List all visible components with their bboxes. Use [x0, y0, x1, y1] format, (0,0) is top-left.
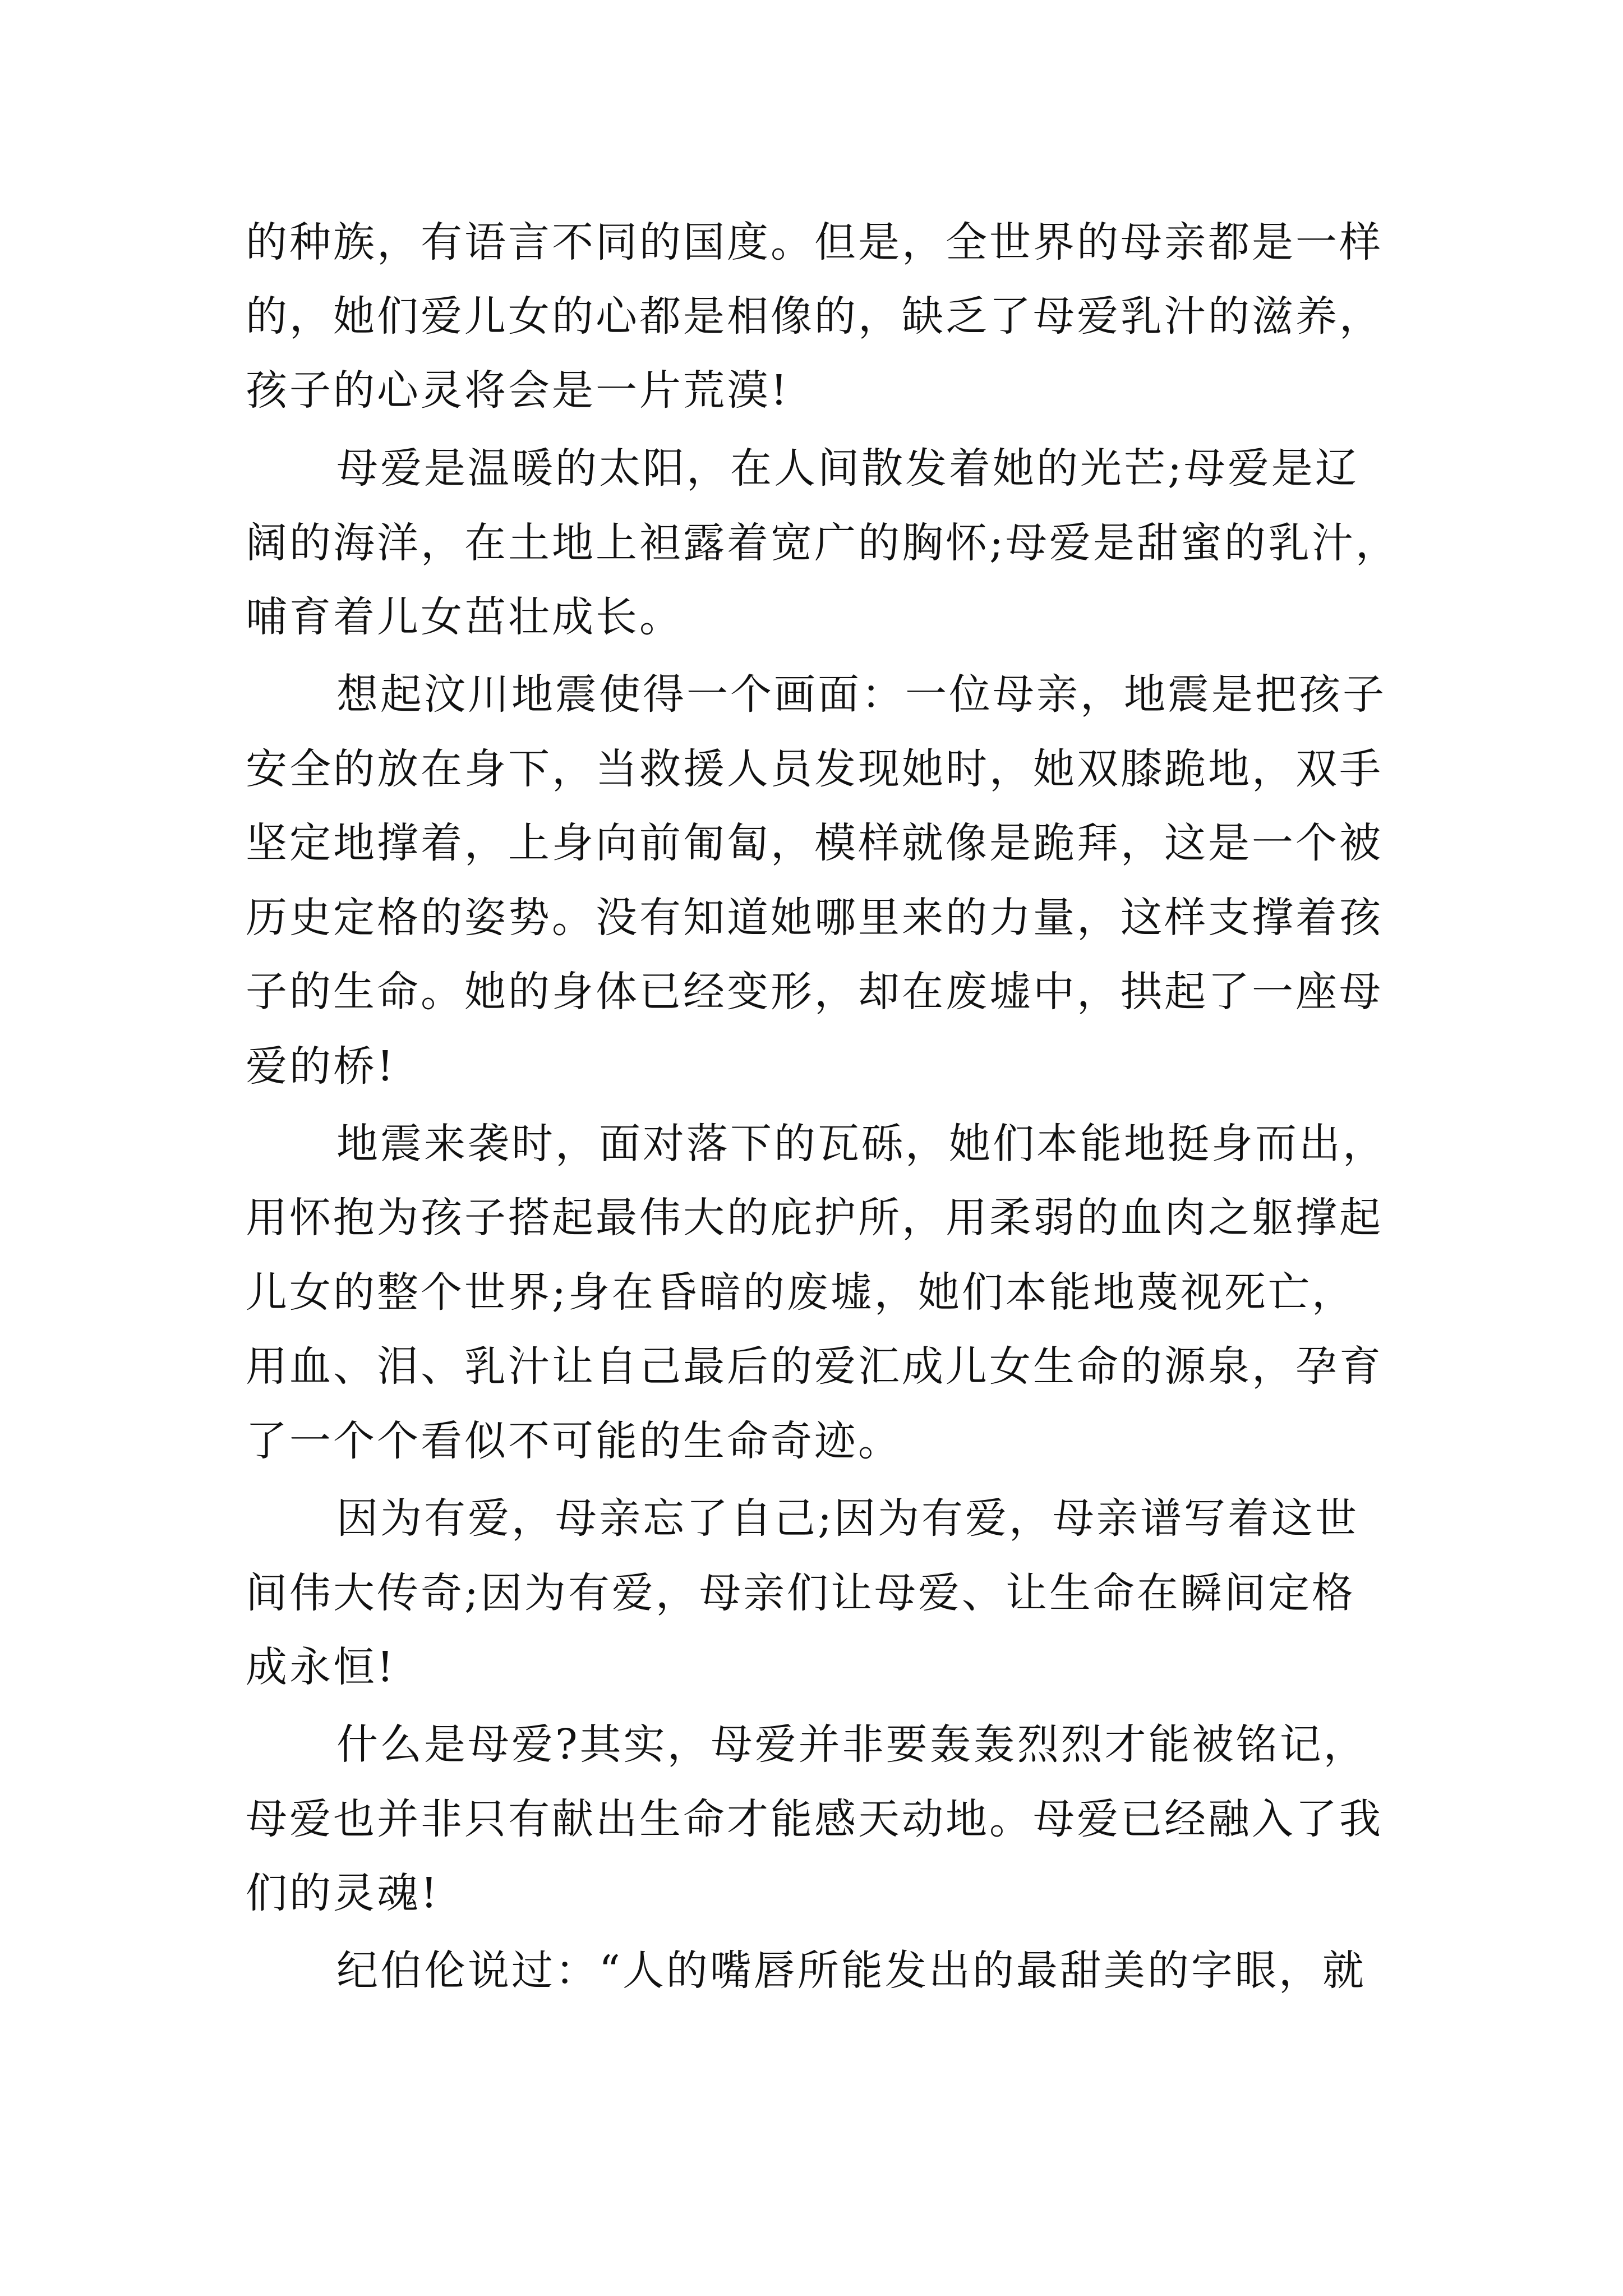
paragraph-line: 们的灵魂!	[246, 1869, 440, 1917]
paragraph-line: 孩子的心灵将会是一片荒漠!	[246, 366, 790, 415]
paragraph-line: 了一个个看似不可能的生命奇迹。	[246, 1417, 902, 1465]
paragraph-line: 阔的海洋，在土地上袒露着宽广的胸怀;母爱是甜蜜的乳汁，	[246, 519, 1399, 567]
paragraph-line: 子的生命。她的身体已经变形，却在废墟中，拱起了一座母	[246, 968, 1383, 1016]
paragraph-line: 用怀抱为孩子搭起最伟大的庇护所，用柔弱的血肉之躯撑起	[246, 1194, 1383, 1242]
paragraph-line: 的，她们爱儿女的心都是相像的，缺乏了母爱乳汁的滋养，	[246, 292, 1383, 341]
paragraph-line: 用血、泪、乳汁让自己最后的爱汇成儿女生命的源泉，孕育	[246, 1342, 1383, 1391]
paragraph-line: 儿女的整个世界;身在昏暗的废墟，她们本能地蔑视死亡，	[246, 1268, 1355, 1317]
paragraph-first-line: 因为有爱，母亲忘了自己;因为有爱，母亲谱写着这世	[336, 1494, 1359, 1543]
paragraph-first-line: 想起汶川地震使得一个画面：一位母亲，地震是把孩子	[336, 670, 1386, 719]
paragraph-first-line: 纪伯伦说过：“人的嘴唇所能发出的最甜美的字眼，就	[336, 1947, 1366, 1995]
paragraph-first-line: 什么是母爱?其实，母爱并非要轰轰烈烈才能被铭记，	[336, 1720, 1367, 1769]
paragraph-line: 安全的放在身下，当救援人员发现她时，她双膝跪地，双手	[246, 745, 1383, 793]
paragraph-line: 的种族，有语言不同的国度。但是，全世界的母亲都是一样	[246, 218, 1383, 266]
paragraph-line: 爱的桥!	[246, 1042, 396, 1091]
paragraph-line: 间伟大传奇;因为有爱，母亲们让母爱、让生命在瞬间定格	[246, 1569, 1355, 1617]
paragraph-line: 成永恒!	[246, 1643, 396, 1691]
paragraph-line: 哺育着儿女茁壮成长。	[246, 593, 683, 641]
paragraph-line: 历史定格的姿势。没有知道她哪里来的力量，这样支撑着孩	[246, 894, 1383, 942]
paragraph-first-line: 母爱是温暖的太阳，在人间散发着她的光芒;母爱是辽	[336, 444, 1359, 493]
paragraph-line: 母爱也并非只有献出生命才能感天动地。母爱已经融入了我	[246, 1795, 1383, 1843]
paragraph-first-line: 地震来袭时，面对落下的瓦砾，她们本能地挺身而出，	[336, 1120, 1386, 1168]
paragraph-line: 坚定地撑着，上身向前匍匐，模样就像是跪拜，这是一个被	[246, 819, 1383, 867]
